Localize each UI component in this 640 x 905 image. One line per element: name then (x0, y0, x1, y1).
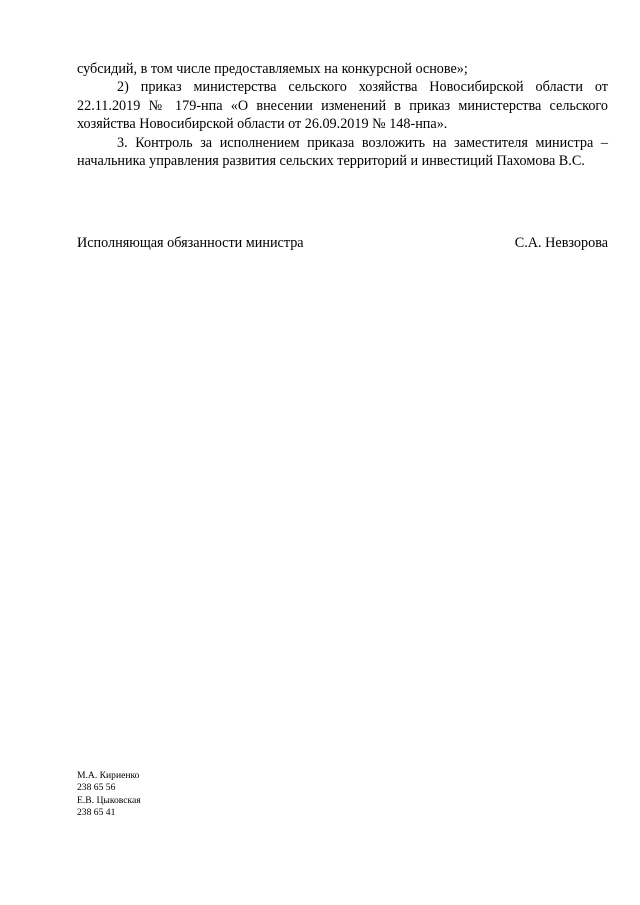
contact-name-1: М.А. Кириенко (77, 770, 140, 781)
contact-phone-2: 238 65 41 (77, 807, 116, 819)
signatory-name: С.А. Невзорова (514, 235, 608, 251)
contact-phone-1: 238 65 56 (77, 782, 116, 794)
paragraph-item-2: 2) приказ министерства сельского хозяйства Новосибирской области от 22.11.2019 № 179-нпа «О внесении изменений в приказ министерства сельского хозяйства Новосибирской области от 26.09.2019 № 148-нпа». (77, 79, 608, 133)
contact-name-2: Е.В. Цыковская (77, 794, 141, 806)
paragraph-item-3: 3. Контроль за исполнением приказа возложить на заместителя министра – начальника управления развития сельских территорий и инвестиций Пахомова В.С. (77, 134, 608, 170)
paragraph-continuation: субсидий, в том числе предоставляемых на конкурсной основе»; (77, 61, 468, 77)
signatory-position: Исполняющая обязанности министра (77, 235, 304, 251)
document-body (77, 60, 608, 170)
contacts-block (77, 770, 141, 820)
signature-block (77, 234, 608, 252)
